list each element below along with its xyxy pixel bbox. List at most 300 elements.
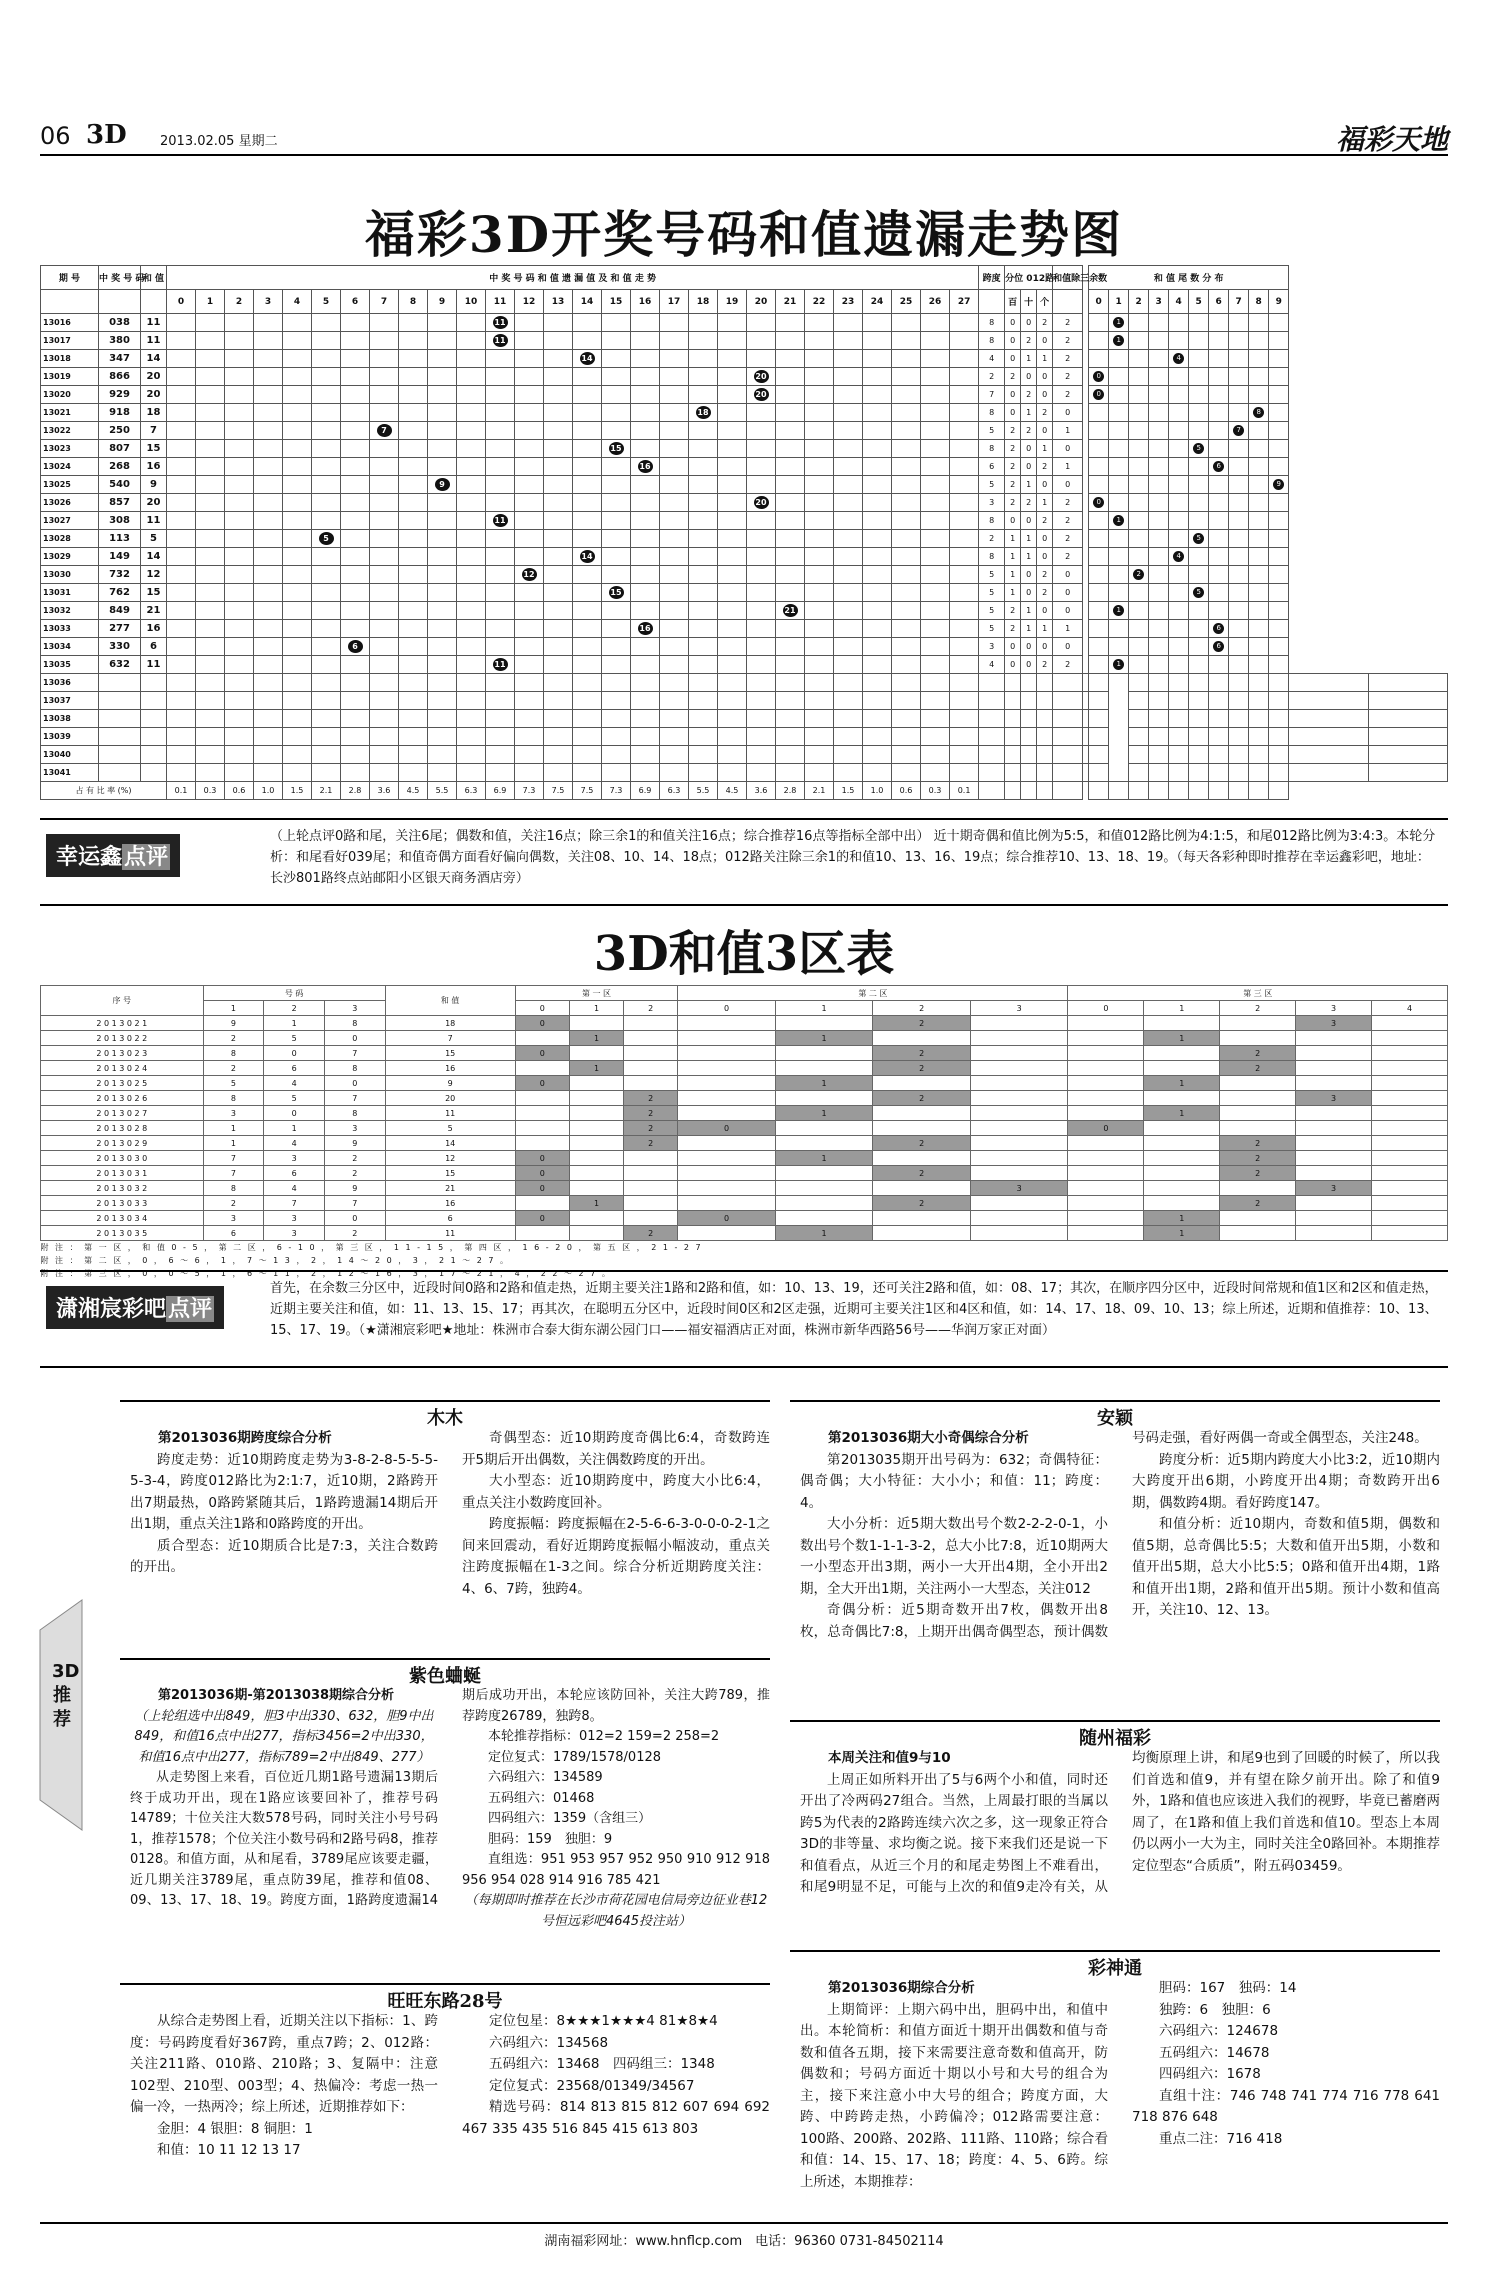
zone-row: [41, 1196, 1448, 1211]
ball-cell: 1: [264, 1016, 325, 1031]
empty-cell: [141, 710, 167, 728]
sum-cell: [805, 638, 834, 656]
empty-cell: [99, 710, 141, 728]
sum-cell: [167, 656, 196, 674]
sum-value: 20: [141, 386, 167, 404]
sum-cell: [544, 404, 573, 422]
empty-cell: [486, 710, 515, 728]
tail-cell: [1229, 404, 1249, 422]
sum-value: 20: [141, 494, 167, 512]
empty-cell: [1037, 782, 1053, 800]
empty-cell: [428, 674, 457, 692]
zone1-col: 2: [624, 1001, 678, 1016]
tail-cell: [1209, 530, 1229, 548]
zone3-cell: [1068, 1106, 1144, 1121]
sum-cell: [921, 512, 950, 530]
winning-number: 762: [99, 584, 141, 602]
sum-cell: [863, 368, 892, 386]
rec: 直组选：951 953 957 952 950 910 912 918 956 954 028 914 916 785 421: [462, 1852, 770, 1888]
empty-cell: [660, 710, 689, 728]
tail-cell: [1189, 512, 1209, 530]
sum-cell: [196, 602, 225, 620]
empty-cell: [341, 692, 370, 710]
sum-cell: [747, 512, 776, 530]
empty-cell: [428, 692, 457, 710]
zone2-cell: [678, 1061, 776, 1076]
empty-cell: [834, 692, 863, 710]
sum-cell: [718, 314, 747, 332]
para: 大小分析：近5期大数出号个数2-2-2-0-1，小数出号个数1-1-1-3-2，总大小比7:8，近10期两大一小型态开出3期，两小一大开出4期，全小开出2期，全大开出1期，关注两小一大型态，关注012: [800, 1516, 1108, 1597]
empty-cell: [1209, 692, 1229, 710]
mod3-cell: 0: [1053, 476, 1083, 494]
zone3-cell: [1220, 1211, 1296, 1226]
zone2-cell: [678, 1151, 776, 1166]
sum-cell: [515, 530, 544, 548]
empty-cell: [1149, 728, 1169, 746]
winning-number: 918: [99, 404, 141, 422]
empty-cell: [399, 728, 428, 746]
zone3-cell: [1068, 1196, 1144, 1211]
para: 大小型态：近10期跨度中，跨度大小比6:4，重点关注小数跨度回补。: [462, 1473, 770, 1511]
sum-cell: [892, 620, 921, 638]
head-row-2: [41, 290, 1448, 314]
tail-cell: [1229, 368, 1249, 386]
sum-cell: [486, 386, 515, 404]
issue-cell: 13032: [41, 602, 99, 620]
sum-cell: [631, 314, 660, 332]
zone1-cell: 0: [515, 1211, 569, 1226]
sum-cell: [225, 314, 254, 332]
sum-cell: [254, 332, 283, 350]
sum-cell: [573, 368, 602, 386]
empty-cell: [141, 746, 167, 764]
sum-cell: [370, 332, 399, 350]
blank: [141, 290, 167, 314]
empty-cell: [515, 710, 544, 728]
future-row: [41, 674, 1448, 692]
route-cell: 2: [1005, 602, 1021, 620]
sum-cell: [631, 602, 660, 620]
ratio-value: 2.1: [805, 782, 834, 800]
empty-cell: [747, 692, 776, 710]
sum-cell: [602, 584, 631, 602]
ratio-value: 1.5: [834, 782, 863, 800]
sum-cell: [399, 440, 428, 458]
issue-cell: 13041: [41, 764, 99, 782]
zone3-cell: [1144, 1136, 1220, 1151]
tail-ball: 8: [1253, 407, 1264, 418]
zone1-cell: [569, 1136, 623, 1151]
sum-ball: 6: [348, 640, 363, 653]
zone1-cell: 0: [515, 1181, 569, 1196]
empty-cell: [254, 728, 283, 746]
ball-cell: 8: [203, 1181, 264, 1196]
sum-cell: [399, 620, 428, 638]
sum-cell: [254, 422, 283, 440]
empty-cell: [341, 746, 370, 764]
empty-cell: [979, 782, 1005, 800]
sum-cell: [631, 512, 660, 530]
ball-cell: 0: [264, 1046, 325, 1061]
ratio-value: 2.8: [776, 782, 805, 800]
empty-cell: [718, 674, 747, 692]
sum-cell: [341, 350, 370, 368]
zone1-cell: [624, 1016, 678, 1031]
empty-cell: [1368, 674, 1447, 692]
sum-cell: [254, 350, 283, 368]
zone3-cell: [1220, 1106, 1296, 1121]
sum-cell: [776, 440, 805, 458]
mod3-cell: 0: [1053, 602, 1083, 620]
empty-cell: [225, 710, 254, 728]
sum-cell: [602, 404, 631, 422]
sum-cell: [341, 512, 370, 530]
empty-cell: [1229, 782, 1249, 800]
tail-cell: [1089, 584, 1109, 602]
sum-ball: 15: [610, 444, 622, 453]
zone1-cell: [624, 1181, 678, 1196]
tail-ball: 9: [1273, 479, 1284, 490]
empty-cell: [747, 764, 776, 782]
kd-cell: 8: [979, 548, 1005, 566]
ball-cell: 9: [324, 1181, 385, 1196]
tail-ball: 5: [1193, 443, 1204, 454]
sum-value: 12: [141, 566, 167, 584]
tail-cell: [1129, 314, 1149, 332]
zone3-cell: 1: [1144, 1076, 1220, 1091]
empty-cell: [225, 674, 254, 692]
sum-cell: [225, 584, 254, 602]
sum-value: 14: [141, 350, 167, 368]
sum-cell: [805, 620, 834, 638]
sum-cell: [515, 350, 544, 368]
empty-cell: [196, 746, 225, 764]
tail-cell: [1189, 638, 1209, 656]
tail-cell: [1089, 638, 1109, 656]
sum-cell: [225, 620, 254, 638]
sum-cell: [225, 494, 254, 512]
zone2-cell: [873, 1211, 971, 1226]
rec: 独跨：6 独胆：6: [1159, 2001, 1271, 2018]
sum-cell: [892, 548, 921, 566]
ratio-value: 2.1: [312, 782, 341, 800]
winning-number: 929: [99, 386, 141, 404]
zone1-cell: 2: [624, 1106, 678, 1121]
sum-cell: [834, 584, 863, 602]
ball-cell: 2: [324, 1151, 385, 1166]
empty-cell: [283, 728, 312, 746]
empty-cell: [892, 728, 921, 746]
zone1-cell: 2: [624, 1121, 678, 1136]
span-title: 中 奖 号 码 和 值 遗 漏 值 及 和 值 走 势: [167, 266, 979, 290]
gap: [1109, 728, 1129, 746]
sum-cell: [631, 332, 660, 350]
sum-cell: [341, 656, 370, 674]
zone3-cell: [1068, 1091, 1144, 1106]
mod3-cell: 0: [1053, 638, 1083, 656]
empty-cell: [399, 710, 428, 728]
empty-cell: [1129, 692, 1149, 710]
sum-cell: [892, 314, 921, 332]
tail-cell: [1249, 548, 1269, 566]
tail-cell: [1269, 332, 1289, 350]
sum-cell: [805, 368, 834, 386]
tail-cell: [1129, 386, 1149, 404]
winning-number: 732: [99, 566, 141, 584]
sum-cell: [834, 422, 863, 440]
tail-cell: [1169, 620, 1189, 638]
sum-cell: [254, 620, 283, 638]
sum-cell: [747, 440, 776, 458]
sum-cell: [283, 458, 312, 476]
tail-cell: [1169, 530, 1189, 548]
tail-cell: [1089, 620, 1109, 638]
empty-cell: [225, 746, 254, 764]
sum-cell: [167, 422, 196, 440]
route-cell: 0: [1037, 476, 1053, 494]
empty-cell: [805, 764, 834, 782]
issue-cell: 2 0 1 3 0 2 9: [41, 1136, 204, 1151]
rec: 定位包星：8★★★1★★★4 81★8★4: [489, 2013, 718, 2029]
sum-cell: [196, 620, 225, 638]
empty-cell: [1189, 728, 1209, 746]
kd-cell: 5: [979, 620, 1005, 638]
col-sum-3: 3: [254, 290, 283, 314]
kd-cell: 5: [979, 602, 1005, 620]
sum-cell: [312, 350, 341, 368]
sum-cell: [660, 314, 689, 332]
zone3-cell: [1296, 1046, 1372, 1061]
empty-cell: [863, 746, 892, 764]
sum-cell: [834, 386, 863, 404]
empty-cell: [1269, 782, 1289, 800]
sum-cell: [312, 332, 341, 350]
sum-cell: [515, 332, 544, 350]
empty-cell: [747, 746, 776, 764]
sum-cell: [921, 350, 950, 368]
ratio-value: 5.5: [428, 782, 457, 800]
tail-cell: [1229, 548, 1249, 566]
zone3-cell: [1144, 1151, 1220, 1166]
sum-cell: [457, 404, 486, 422]
tail-cell: [1109, 422, 1129, 440]
table-row: [41, 476, 1448, 494]
sum-cell: [486, 404, 515, 422]
zone2-cell: [970, 1121, 1068, 1136]
empty-cell: [370, 692, 399, 710]
empty-cell: [1005, 728, 1021, 746]
route-cell: 2: [1037, 404, 1053, 422]
zone3-cell: 2: [1220, 1151, 1296, 1166]
route-cell: 0: [1005, 638, 1021, 656]
empty-cell: [99, 764, 141, 782]
sum-cell: [573, 656, 602, 674]
tail-cell: [1169, 314, 1189, 332]
zone3-cell: 1: [1144, 1226, 1220, 1241]
ratio-value: 1.0: [254, 782, 283, 800]
empty-cell: [1189, 746, 1209, 764]
ball-col: 1: [203, 1001, 264, 1016]
tail-cell: [1129, 458, 1149, 476]
sum-cell: 14: [385, 1136, 515, 1151]
sum-cell: [283, 566, 312, 584]
table-row: [41, 386, 1448, 404]
sum-cell: 11: [385, 1226, 515, 1241]
sum-cell: [341, 404, 370, 422]
tail-cell: [1269, 314, 1289, 332]
col-sum-21: 21: [776, 290, 805, 314]
zone1-cell: [515, 1226, 569, 1241]
ball-cell: 7: [203, 1166, 264, 1181]
sum-cell: [631, 566, 660, 584]
empty-cell: [805, 674, 834, 692]
sum-cell: [167, 368, 196, 386]
sum-cell: [225, 656, 254, 674]
sum-cell: [370, 350, 399, 368]
empty-cell: [544, 728, 573, 746]
zone2-cell: [970, 1106, 1068, 1121]
zone2-cell: [873, 1031, 971, 1046]
article-head-mumu: 木木: [120, 1400, 770, 1426]
tail-cell: [1189, 386, 1209, 404]
zone1-head: 第 一 区: [515, 986, 678, 1001]
empty-cell: [1189, 710, 1209, 728]
zone-note: 附 注 ： 第 二 区 ， 0 ， 6 ～ 6 ， 1 ， 7 ～ 1 3 ， 2 ， 1 4 ～ 2 0 ， 3 ， 2 1 ～ 2 7 。: [40, 1256, 511, 1265]
tail-col-8: 8: [1249, 290, 1269, 314]
zone3-cell: [1371, 1166, 1447, 1181]
empty-cell: [1229, 674, 1249, 692]
sum-cell: [486, 512, 515, 530]
zone1-cell: [624, 1166, 678, 1181]
empty-cell: [486, 746, 515, 764]
sum-cell: [747, 602, 776, 620]
comment-text: （上轮点评0路和尾，关注6尾；偶数和值，关注16点；除三余1的和值关注16点；综合推荐16点等指标全部中出） 近十期奇偶和值比例为5:5，和值012路比例为4:1:5，和尾012路比例为3:4:3。本轮分析：和尾看好039尾；和值奇偶方面看好偏向偶数，关注08、10、14、18点；012路关注除三余1的和值10、13、16、19点；综合推荐10、13、18、19。（每天各彩种即时推荐在幸运鑫彩吧，地址：长沙801路终点站邮阳小区银天商务酒店旁）: [270, 829, 1436, 886]
zone2-cell: 1: [775, 1226, 873, 1241]
ball-cell: 0: [264, 1106, 325, 1121]
sum-cell: [863, 548, 892, 566]
zone3-cell: [1220, 1181, 1296, 1196]
zone2-cell: [970, 1076, 1068, 1091]
sum-cell: [544, 368, 573, 386]
empty-cell: [1269, 674, 1289, 692]
sum-cell: [428, 602, 457, 620]
tail-ball: 4: [1173, 551, 1184, 562]
side-tag-text: 3D推荐: [52, 1661, 80, 1730]
tail-cell: [1169, 512, 1189, 530]
sum-cell: [428, 512, 457, 530]
sum-value: 16: [141, 458, 167, 476]
future-row: [41, 692, 1448, 710]
table-row: [41, 494, 1448, 512]
zone3-cell: [1296, 1106, 1372, 1121]
mod3-cell: 1: [1053, 458, 1083, 476]
sum-cell: [892, 386, 921, 404]
tail-cell: [1089, 440, 1109, 458]
tail-col-4: 4: [1169, 290, 1189, 314]
empty-cell: [167, 692, 196, 710]
sum-cell: [950, 458, 979, 476]
empty-cell: [312, 746, 341, 764]
sum-cell: [863, 512, 892, 530]
zone1-cell: [569, 1226, 623, 1241]
ball-cell: 2: [324, 1166, 385, 1181]
tail-cell: [1169, 584, 1189, 602]
sum-cell: [805, 512, 834, 530]
empty-cell: [99, 674, 141, 692]
route-cell: 1: [1021, 350, 1037, 368]
empty-cell: [747, 674, 776, 692]
route-cell: 1: [1037, 494, 1053, 512]
blank: [1053, 290, 1083, 314]
rec: 定位复式：23568/01349/34567: [489, 2077, 695, 2094]
empty-cell: [979, 710, 1005, 728]
route-cell: 0: [1037, 638, 1053, 656]
sum-cell: [689, 350, 718, 368]
empty-cell: [979, 674, 1005, 692]
tail-cell: [1209, 422, 1229, 440]
tail-cell: [1149, 656, 1169, 674]
rec: 金胆：4 银胆：8 铜胆：1: [157, 2120, 313, 2137]
route-sub: 十: [1021, 290, 1037, 314]
empty-cell: [834, 764, 863, 782]
tail-cell: [1249, 386, 1269, 404]
empty-cell: [486, 728, 515, 746]
tail-ball: 7: [1233, 425, 1244, 436]
tail-cell: [1269, 368, 1289, 386]
sum-cell: [921, 368, 950, 386]
sum-cell: [515, 620, 544, 638]
sum-cell: [283, 602, 312, 620]
tail-cell: [1269, 530, 1289, 548]
zone3-cell: [1371, 1091, 1447, 1106]
tail-cell: [1129, 350, 1149, 368]
empty-cell: [979, 728, 1005, 746]
empty-cell: [370, 728, 399, 746]
empty-cell: [399, 692, 428, 710]
tail-col-9: 9: [1269, 290, 1289, 314]
sum-cell: [196, 584, 225, 602]
sum-cell: [283, 620, 312, 638]
route-cell: 0: [1021, 512, 1037, 530]
sum-cell: [167, 530, 196, 548]
ratio-value: 6.3: [660, 782, 689, 800]
sum-cell: [747, 314, 776, 332]
zone-head-2: [41, 1001, 1448, 1016]
sum-cell: [573, 638, 602, 656]
tail-cell: [1249, 512, 1269, 530]
sum-cell: [544, 656, 573, 674]
zone-table: [40, 985, 1448, 1278]
sum-cell: [660, 620, 689, 638]
sum-cell: [602, 620, 631, 638]
sum-cell: [341, 386, 370, 404]
sum-value: 5: [141, 530, 167, 548]
sum-cell: [718, 332, 747, 350]
gap: [1109, 710, 1129, 728]
tail-cell: [1109, 566, 1129, 584]
sum-value: 6: [141, 638, 167, 656]
ball-cell: 7: [264, 1196, 325, 1211]
route-cell: 1: [1005, 566, 1021, 584]
tail-cell: [1209, 602, 1229, 620]
tail-cell: [1249, 368, 1269, 386]
issue-cell: 13037: [41, 692, 99, 710]
sum-cell: [631, 386, 660, 404]
sum-cell: [486, 494, 515, 512]
ball-cell: 2: [324, 1226, 385, 1241]
zone2-cell: [873, 1226, 971, 1241]
sum-cell: [863, 494, 892, 512]
